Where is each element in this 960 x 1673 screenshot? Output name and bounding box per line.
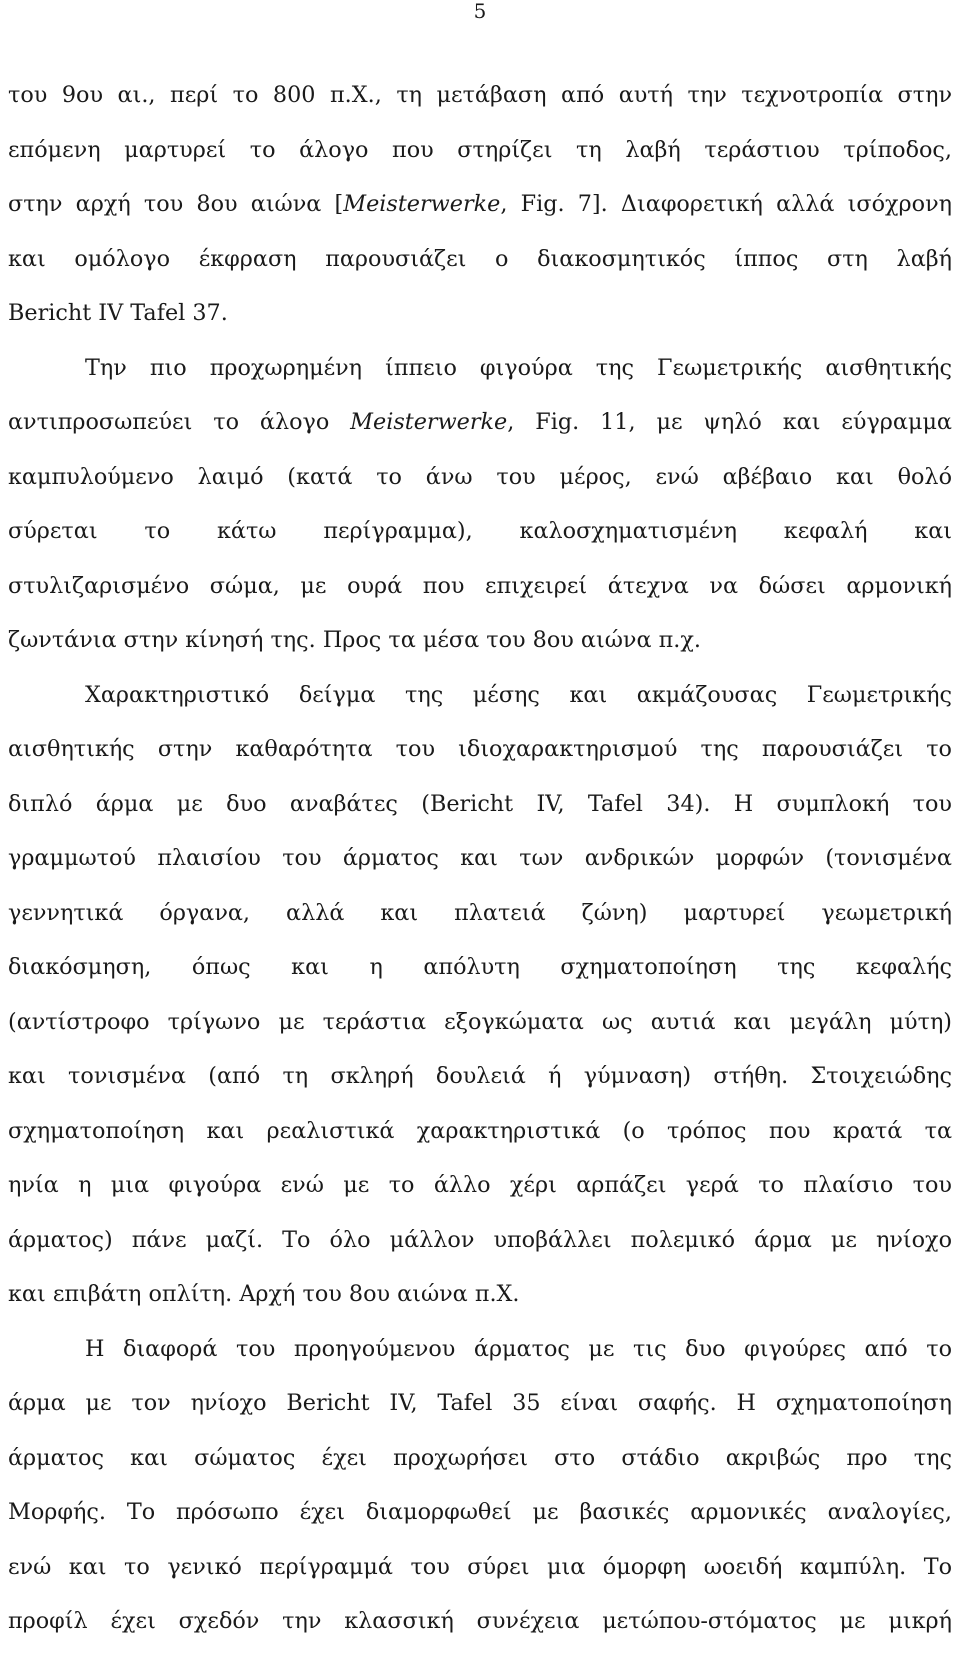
text-run: , Fig. 11, με ψηλό και εύγραμμα [507, 409, 952, 435]
text-line: προφίλ έχει σχεδόν την κλασσική συνέχεια μετώπου-στόματος με μικρή [8, 1608, 952, 1634]
document-body [8, 68, 952, 1649]
text-line: και επιβάτη οπλίτη. Αρχή του 8ου αιώνα π.Χ. [8, 1281, 520, 1307]
text-line [8, 177, 952, 232]
text-line: καμπυλούμενο λαιμό (κατά το άνω του μέρος, ενώ αβέβαιο και θολό [8, 463, 952, 490]
text-line: στυλιζαρισμένο σώμα, με ουρά που επιχειρεί άτεχνα να δώσει αρμονική [8, 572, 952, 599]
text-line: ηνία η μια φιγούρα ενώ με το άλλο χέρι αρπάζει γερά το πλαίσιο του [8, 1172, 952, 1198]
text-line: διακόσμηση, όπως και η απόλυτη σχηματοποίηση της κεφαλής [8, 954, 952, 980]
text-run: αντιπροσωπεύει το άλογο [8, 409, 351, 435]
text-line: σχηματοποίηση και ρεαλιστικά χαρακτηριστικά (ο τρόπος που κρατά τα [8, 1117, 952, 1144]
text-line: σύρεται το κάτω περίγραμμα), καλοσχηματισμένη κεφαλή και [8, 518, 952, 544]
text-line: διπλό άρμα με δυο αναβάτες (Bericht IV, Tafel 34). Η συμπλοκή του [8, 790, 952, 817]
text-line: γεννητικά όργανα, αλλά και πλατειά ζώνη) μαρτυρεί γεωμετρική [8, 899, 952, 926]
text-line: άρμα με τον ηνίοχο Bericht IV, Tafel 35 είναι σαφής. Η σχηματοποίηση [8, 1390, 952, 1416]
text-line: επόμενη μαρτυρεί το άλογο που στηρίζει τη λαβή τεράστιου τρίποδος, [8, 136, 952, 163]
text-line: Χαρακτηριστικό δείγμα της μέσης και ακμάζουσας Γεωμετρικής [85, 681, 952, 708]
text-line: και τονισμένα (από τη σκληρή δουλειά ή γύμναση) στήθη. Στοιχειώδης [8, 1063, 952, 1089]
text-line: γραμμωτού πλαισίου του άρματος και των ανδρικών μορφών (τονισμένα [8, 845, 952, 871]
text-line: Μορφής. Το πρόσωπο έχει διαμορφωθεί με βασικές αρμονικές αναλογίες, [8, 1499, 952, 1525]
text-line: αισθητικής στην καθαρότητα του ιδιοχαρακτηρισμού της παρουσιάζει το [8, 736, 952, 762]
italic-citation: Meisterwerke [343, 191, 501, 217]
text-line: άρματος) πάνε μαζί. Το όλο μάλλον υποβάλλει πολεμικό άρμα με ηνίοχο [8, 1226, 952, 1253]
text-run: , Fig. 7]. Διαφορετική αλλά ισόχρονη [500, 191, 952, 217]
text-line [8, 395, 952, 450]
text-line: και ομόλογο έκφραση παρουσιάζει ο διακοσμητικός ίππος στη λαβή [8, 245, 952, 272]
text-line: Την πιο προχωρημένη ίππειο φιγούρα της Γεωμετρικής αισθητικής [85, 354, 952, 381]
text-line: ζωντάνια στην κίνησή της. Προς τα μέσα του 8ου αιώνα π.χ. [8, 627, 701, 653]
page-number: 5 [473, 0, 487, 23]
text-line: του 9ου αι., περί το 800 π.Χ., τη μετάβαση από αυτή την τεχνοτροπία στην [8, 82, 952, 108]
text-line: ενώ και το γενικό περίγραμμά του σύρει μια όμορφη ωοειδή καμπύλη. Το [8, 1553, 952, 1580]
text-run: στην αρχή του 8ου αιώνα [ [8, 191, 344, 217]
text-line: άρματος και σώματος έχει προχωρήσει στο στάδιο ακριβώς προ της [8, 1444, 952, 1471]
italic-citation: Meisterwerke [350, 409, 508, 435]
text-line: (αντίστροφο τρίγωνο με τεράστια εξογκώματα ως αυτιά και μεγάλη μύτη) [8, 1008, 952, 1035]
text-line: Bericht IV Tafel 37. [8, 300, 228, 326]
text-line: Η διαφορά του προηγούμενου άρματος με τις δυο φιγούρες από το [85, 1335, 952, 1362]
